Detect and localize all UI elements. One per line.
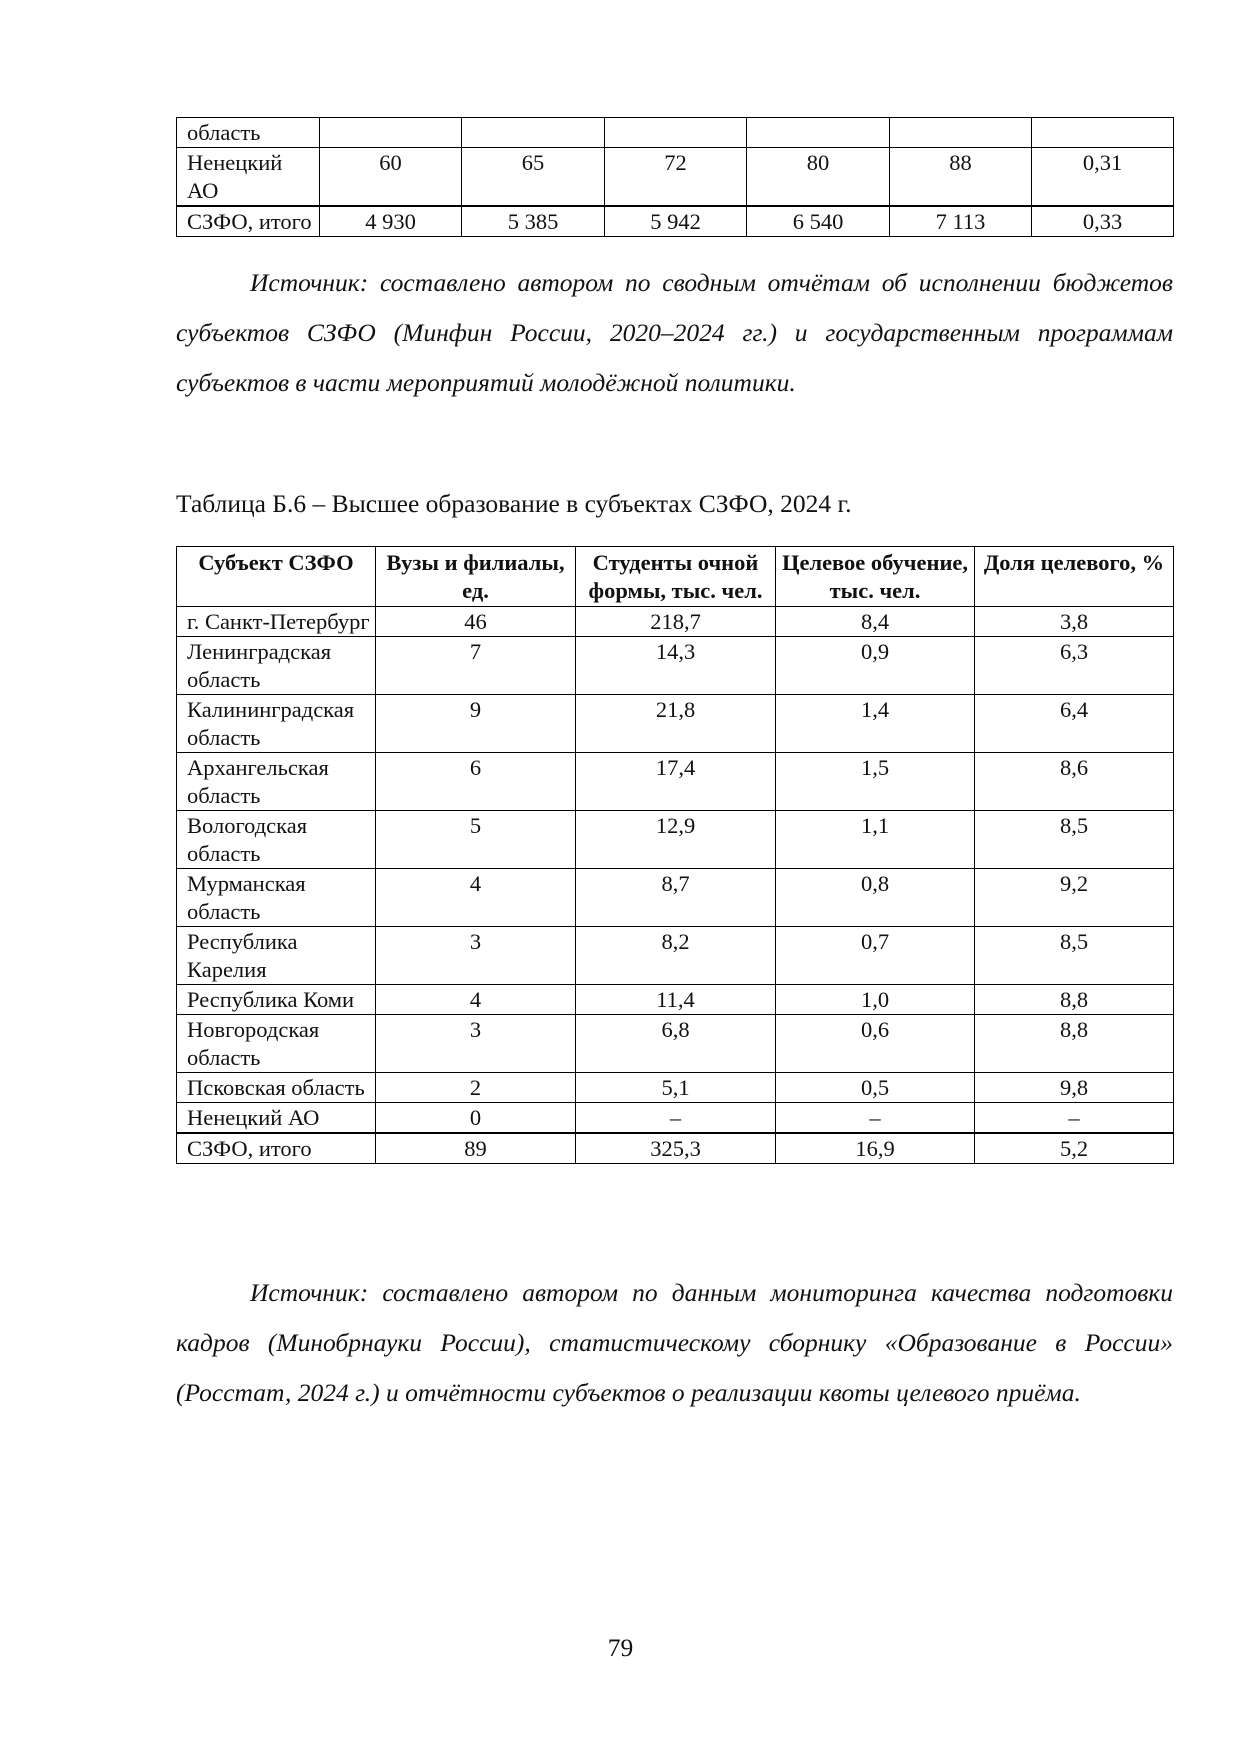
- row-value: 1,0: [776, 985, 975, 1015]
- table-row: [177, 637, 1174, 695]
- table-row: [177, 695, 1174, 753]
- row-value: 89: [376, 1133, 576, 1164]
- row-value: –: [975, 1103, 1174, 1134]
- row-value: 1,4: [776, 695, 975, 753]
- row-value: [320, 118, 462, 148]
- row-value: 0,5: [776, 1073, 975, 1103]
- row-value: 8,6: [975, 753, 1174, 811]
- header-universities: Вузы и филиалы, ед.: [376, 547, 576, 607]
- row-value: 325,3: [576, 1133, 776, 1164]
- row-value: 0,7: [776, 927, 975, 985]
- row-value: 0,6: [776, 1015, 975, 1073]
- row-value: –: [776, 1103, 975, 1134]
- row-subject-name: область: [177, 118, 320, 148]
- row-value: 6 540: [747, 206, 890, 237]
- row-subject-name: Ленинградская область: [177, 637, 376, 695]
- row-value: 4 930: [320, 206, 462, 237]
- row-value: 72: [605, 148, 747, 207]
- row-value: 7 113: [890, 206, 1032, 237]
- table-b-source-note: Источник: составлено автором по данным мониторинга качества подготовки кадров (Минобрнауки России), статистическому сборнику «Образование в России» (Росстат, 2024 г.) и отчётности субъектов о реализации квоты целевого приёма.: [176, 1278, 1173, 1407]
- row-subject-name: Псковская область: [177, 1073, 376, 1103]
- row-value: 5,1: [576, 1073, 776, 1103]
- row-subject-name: Ненецкий АО: [177, 148, 320, 207]
- row-value: [747, 118, 890, 148]
- table-row: [177, 985, 1174, 1015]
- row-value: 3: [376, 927, 576, 985]
- row-value: 4: [376, 985, 576, 1015]
- row-value: 8,7: [576, 869, 776, 927]
- table-a-continuation: [176, 117, 1174, 237]
- row-value: 80: [747, 148, 890, 207]
- row-value: 12,9: [576, 811, 776, 869]
- row-value: 0,31: [1032, 148, 1174, 207]
- row-value: 3,8: [975, 607, 1174, 637]
- row-value: 6: [376, 753, 576, 811]
- row-value: 4: [376, 869, 576, 927]
- row-subject-name: Калининградская область: [177, 695, 376, 753]
- row-value: [890, 118, 1032, 148]
- row-value: 0: [376, 1103, 576, 1134]
- row-value: 1,1: [776, 811, 975, 869]
- row-value: 2: [376, 1073, 576, 1103]
- row-value: 14,3: [576, 637, 776, 695]
- row-subject-name: СЗФО, итого: [177, 1133, 376, 1164]
- row-subject-name: г. Санкт-Петербург: [177, 607, 376, 637]
- row-value: 0,33: [1032, 206, 1174, 237]
- table-row: [177, 206, 1174, 237]
- row-subject-name: Республика Коми: [177, 985, 376, 1015]
- page-number: 79: [607, 1633, 634, 1662]
- table-row: [177, 753, 1174, 811]
- row-value: 8,8: [975, 1015, 1174, 1073]
- row-value: [462, 118, 605, 148]
- row-value: 1,5: [776, 753, 975, 811]
- row-value: [605, 118, 747, 148]
- table-row: [177, 927, 1174, 985]
- row-value: 46: [376, 607, 576, 637]
- row-value: 218,7: [576, 607, 776, 637]
- row-value: 9,8: [975, 1073, 1174, 1103]
- row-value: 0,8: [776, 869, 975, 927]
- row-value: 16,9: [776, 1133, 975, 1164]
- row-value: 5,2: [975, 1133, 1174, 1164]
- row-value: 9,2: [975, 869, 1174, 927]
- row-subject-name: Республика Карелия: [177, 927, 376, 985]
- row-subject-name: Архангельская область: [177, 753, 376, 811]
- header-students: Студенты очной формы, тыс. чел.: [576, 547, 776, 607]
- row-value: 8,2: [576, 927, 776, 985]
- row-value: 6,8: [576, 1015, 776, 1073]
- header-targeted-training: Целевое обучение, тыс. чел.: [776, 547, 975, 607]
- table-row: [177, 1015, 1174, 1073]
- row-value: 3: [376, 1015, 576, 1073]
- row-value: 17,4: [576, 753, 776, 811]
- row-value: 88: [890, 148, 1032, 207]
- row-value: 65: [462, 148, 605, 207]
- header-subject: Субъект СЗФО: [177, 547, 376, 607]
- table-row: [177, 869, 1174, 927]
- row-subject-name: Вологодская область: [177, 811, 376, 869]
- row-value: 8,8: [975, 985, 1174, 1015]
- row-subject-name: Новгородская область: [177, 1015, 376, 1073]
- table-row: [177, 607, 1174, 637]
- row-value: 21,8: [576, 695, 776, 753]
- row-subject-name: СЗФО, итого: [177, 206, 320, 237]
- row-value: 5: [376, 811, 576, 869]
- table-row: [177, 811, 1174, 869]
- row-value: 60: [320, 148, 462, 207]
- table-row: [177, 1133, 1174, 1164]
- row-subject-name: Ненецкий АО: [177, 1103, 376, 1134]
- table-row: [177, 148, 1174, 207]
- row-value: 8,5: [975, 927, 1174, 985]
- row-value: 7: [376, 637, 576, 695]
- row-value: 5 385: [462, 206, 605, 237]
- table-b-higher-education: [176, 546, 1174, 1164]
- row-value: 5 942: [605, 206, 747, 237]
- row-value: –: [576, 1103, 776, 1134]
- row-value: 11,4: [576, 985, 776, 1015]
- header-targeted-share: Доля целевого, %: [975, 547, 1174, 607]
- row-value: 8,5: [975, 811, 1174, 869]
- row-value: 0,9: [776, 637, 975, 695]
- row-value: 9: [376, 695, 576, 753]
- row-value: 6,3: [975, 637, 1174, 695]
- table-b-caption: Таблица Б.6 – Высшее образование в субъектах СЗФО, 2024 г.: [176, 489, 852, 518]
- row-value: [1032, 118, 1174, 148]
- table-header-row: [177, 547, 1174, 607]
- table-row: [177, 118, 1174, 148]
- table-row: [177, 1103, 1174, 1134]
- table-a-source-note: Источник: составлено автором по сводным отчётам об исполнении бюджетов субъектов СЗФО (Минфин России, 2020–2024 гг.) и государственным программам субъектов в части мероприятий молодёжной политики.: [176, 268, 1173, 397]
- row-value: 6,4: [975, 695, 1174, 753]
- row-value: 8,4: [776, 607, 975, 637]
- row-subject-name: Мурманская область: [177, 869, 376, 927]
- table-row: [177, 1073, 1174, 1103]
